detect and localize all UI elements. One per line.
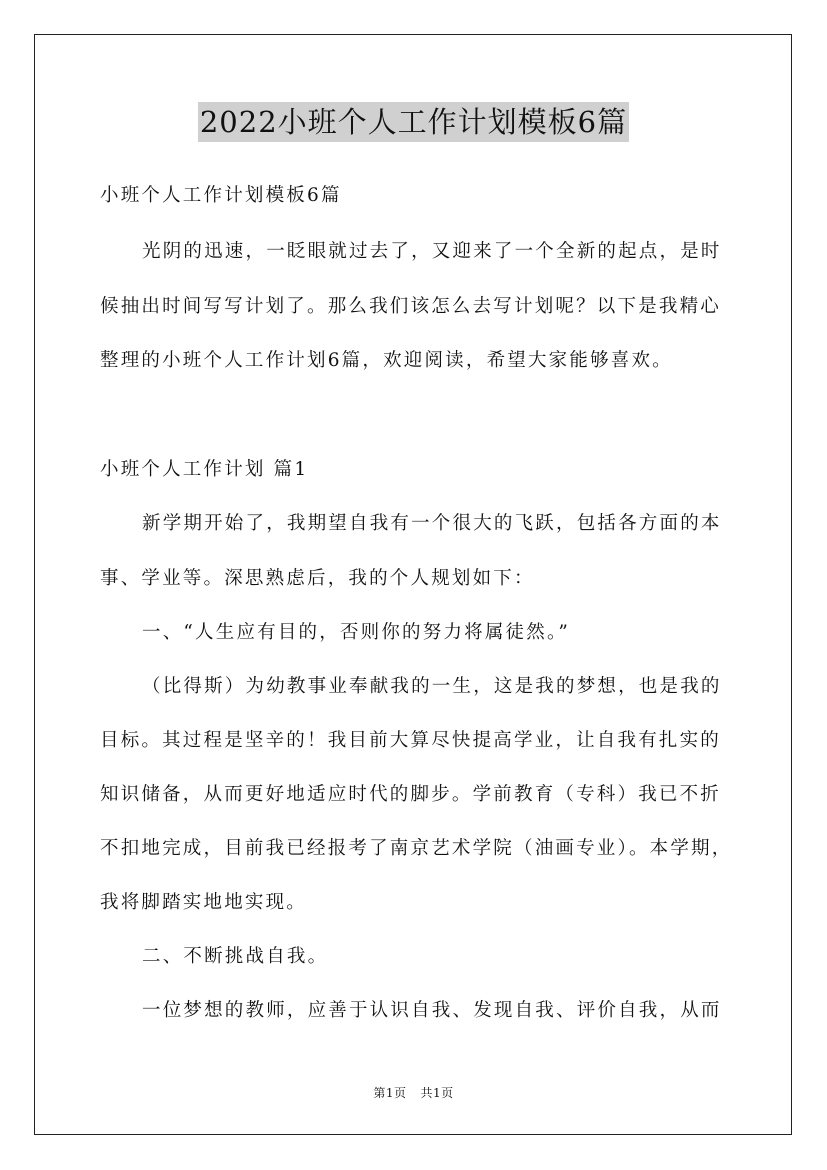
- paragraph-line: 知识储备，从而更好地适应时代的脚步。学前教育（专科）我已不折: [100, 784, 722, 805]
- section-heading: 小班个人工作计划 篇1: [100, 459, 309, 480]
- page-footer: [0, 1084, 827, 1101]
- paragraph-line: 不扣地完成，目前我已经报考了南京艺术学院（油画专业）。本学期，: [100, 838, 733, 859]
- title-container: [0, 102, 827, 142]
- paragraph-line: （比得斯）为幼教事业奉献我的一生，这是我的梦想，也是我的: [142, 676, 722, 697]
- intro-line-3: 整理的小班个人工作计划6篇，欢迎阅读，希望大家能够喜欢。: [100, 350, 673, 371]
- intro-line-2: 候抽出时间写写计划了。那么我们该怎么去写计划呢？以下是我精心: [100, 296, 722, 317]
- paragraph-line: 我将脚踏实地地实现。: [100, 892, 308, 913]
- intro-line-1: 光阴的迅速，一眨眼就过去了，又迎来了一个全新的起点，是时: [142, 241, 722, 262]
- document-subtitle: 小班个人工作计划模板6篇: [100, 185, 342, 206]
- page-total: 共1页: [420, 1086, 454, 1100]
- document-title: 2022小班个人工作计划模板6篇: [198, 102, 629, 142]
- paragraph-line: 目标。其过程是坚辛的！我目前大算尽快提高学业，让自我有扎实的: [100, 730, 722, 751]
- point-one: 一、“人生应有目的，否则你的努力将属徒然。”: [142, 622, 571, 643]
- paragraph-line: 一位梦想的教师，应善于认识自我、发现自我、评价自我，从而: [142, 1000, 722, 1021]
- paragraph-line: 新学期开始了，我期望自我有一个很大的飞跃，包括各方面的本: [142, 513, 722, 534]
- page-number: 第1页: [373, 1086, 407, 1100]
- point-two: 二、不断挑战自我。: [142, 946, 329, 967]
- paragraph-line: 事、学业等。深思熟虑后，我的个人规划如下：: [100, 568, 535, 589]
